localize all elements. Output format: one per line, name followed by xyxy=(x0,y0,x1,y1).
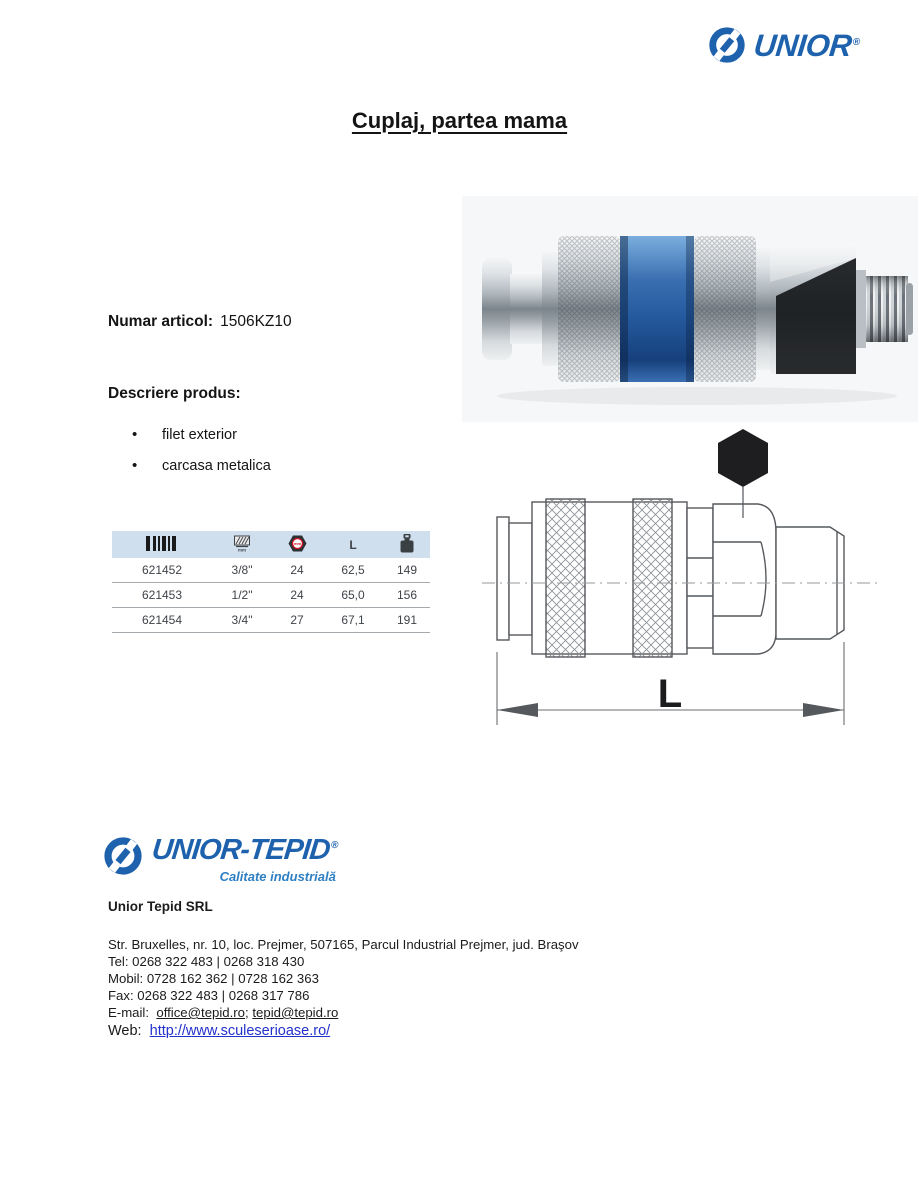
fax-line: Fax: 0268 322 483 | 0268 317 786 xyxy=(108,988,310,1003)
description-list xyxy=(132,426,271,488)
cell-length: 65,0 xyxy=(322,583,384,608)
weight-icon xyxy=(384,531,430,558)
table-row xyxy=(112,558,430,583)
email-line: E-mail: office@tepid.ro; tepid@tepid.ro xyxy=(108,1005,339,1020)
length-column-header: L xyxy=(322,531,384,558)
cell-hex: 24 xyxy=(272,583,322,608)
unior-tepid-wordmark: UNIOR-TEPID® xyxy=(150,834,338,866)
tel-line: Tel: 0268 322 483 | 0268 318 430 xyxy=(108,954,305,969)
web-link[interactable]: http://www.sculeserioase.ro/ xyxy=(149,1023,331,1039)
svg-text:mm: mm xyxy=(293,540,301,546)
cell-weight: 156 xyxy=(384,583,430,608)
email-link-office[interactable]: office@tepid.ro xyxy=(156,1005,246,1020)
list-item xyxy=(132,457,271,474)
company-name: Unior Tepid SRL xyxy=(108,899,213,914)
cell-weight: 191 xyxy=(384,608,430,633)
cell-length: 67,1 xyxy=(322,608,384,633)
bullet-icon: • xyxy=(132,457,138,474)
web-line xyxy=(108,1023,579,1040)
article-value: 1506KZ10 xyxy=(220,313,292,330)
dimension-label: L xyxy=(657,672,683,716)
cell-hex: 27 xyxy=(272,608,322,633)
cell-thread: 3/4" xyxy=(212,608,272,633)
tagline: Calitate industrială xyxy=(219,869,336,884)
cell-thread: 3/8" xyxy=(212,558,272,583)
cell-weight: 149 xyxy=(384,558,430,583)
bullet-text: carcasa metalica xyxy=(162,457,271,474)
list-item xyxy=(132,426,271,443)
product-photo xyxy=(462,196,918,422)
technical-drawing xyxy=(480,420,890,740)
unior-mark-icon xyxy=(708,26,746,64)
hex-key-symbol xyxy=(718,429,768,487)
article-number xyxy=(108,313,292,331)
unior-logo xyxy=(708,26,861,64)
contact-block xyxy=(108,936,579,1040)
email-link-tepid[interactable]: tepid@tepid.ro xyxy=(252,1005,339,1020)
unior-tepid-mark-icon xyxy=(103,836,143,876)
email-label: E-mail: xyxy=(108,1005,150,1020)
page-title: Cuplaj, partea mama xyxy=(351,108,568,133)
cell-length: 62,5 xyxy=(322,558,384,583)
cell-thread: 1/2" xyxy=(212,583,272,608)
registered-mark: ® xyxy=(330,840,338,851)
description-heading: Descriere produs: xyxy=(108,385,241,402)
bullet-icon: • xyxy=(132,426,138,443)
table-header-row xyxy=(112,531,430,558)
article-label: Numar articol: xyxy=(108,313,214,330)
hex-size-icon xyxy=(272,531,322,558)
cell-code: 621453 xyxy=(112,583,212,608)
web-label: Web: xyxy=(108,1023,142,1039)
cell-code: 621454 xyxy=(112,608,212,633)
address-line: Str. Bruxelles, nr. 10, loc. Prejmer, 507165, Parcul Industrial Prejmer, jud. Braşov xyxy=(108,937,579,952)
svg-text:mm: mm xyxy=(237,547,246,552)
table-row xyxy=(112,583,430,608)
registered-mark: ® xyxy=(852,36,861,48)
mobile-line: Mobil: 0728 162 362 | 0728 162 363 xyxy=(108,971,319,986)
unior-wordmark: UNIOR® xyxy=(752,27,861,63)
bullet-text: filet exterior xyxy=(162,426,237,443)
variants-table xyxy=(112,531,430,633)
barcode-icon xyxy=(112,531,212,558)
thread-size-icon xyxy=(212,531,272,558)
cell-code: 621452 xyxy=(112,558,212,583)
cell-hex: 24 xyxy=(272,558,322,583)
table-row xyxy=(112,608,430,633)
unior-tepid-logo xyxy=(103,836,336,884)
